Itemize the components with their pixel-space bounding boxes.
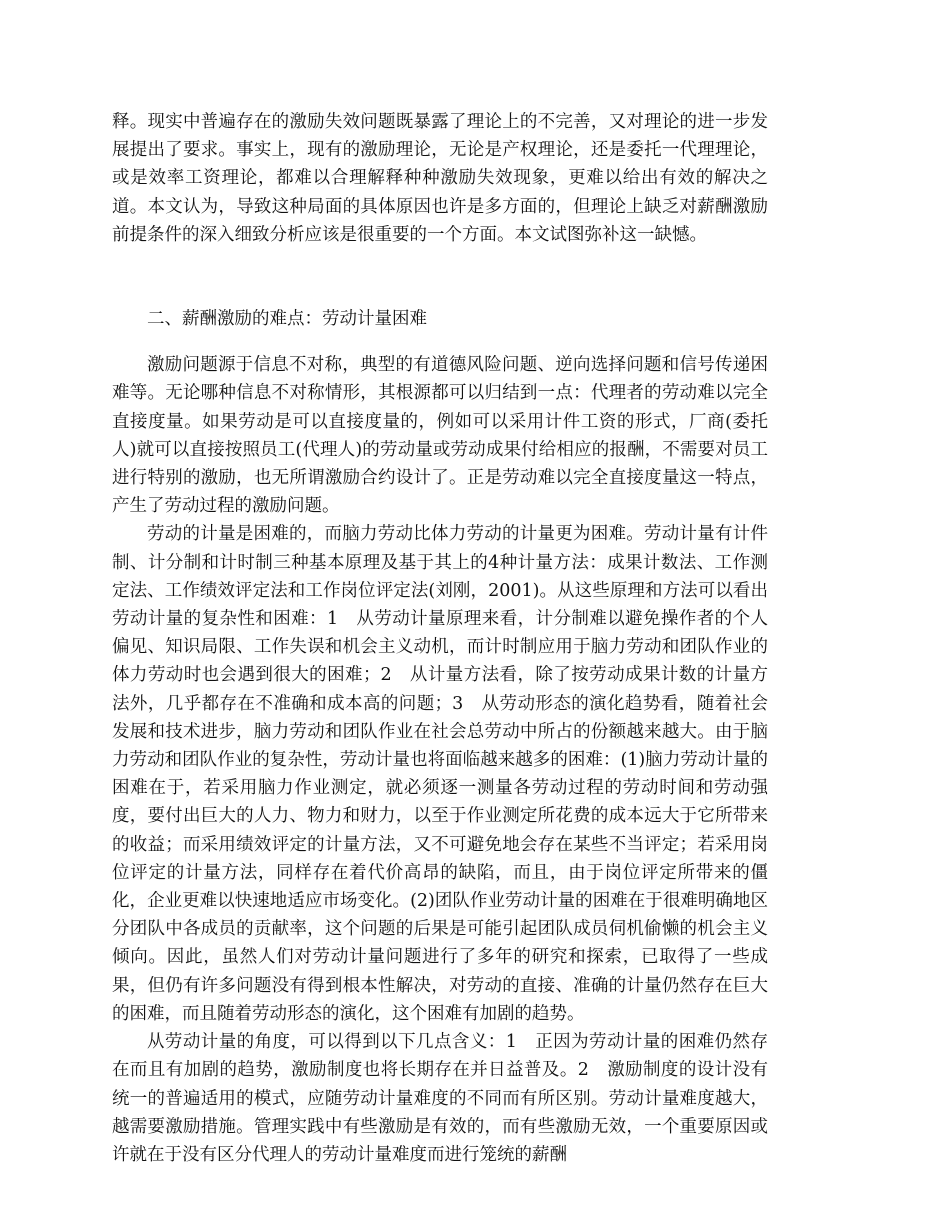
paragraph-info-asymmetry: 激励问题源于信息不对称，典型的有道德风险问题、逆向选择问题和信号传递困难等。无论哪种信息不对称情形，其根源都可以归结到一点：代理者的劳动难以完全直接度量。如果劳动是可以直接度量的，例如可以采用计件工资的形式，厂商(委托人)就可以直接按照员工(代理人)的劳动量或劳动成果付给相应的报酬，不需要对员工进行特别的激励，也无所谓激励合约设计了。正是劳动难以完全直接度量这一特点，产生了劳动过程的激励问题。 (112, 355, 768, 517)
paragraph-continuation: 释。现实中普遍存在的激励失效问题既暴露了理论上的不完善，又对理论的进一步发展提出了要求。事实上，现有的激励理论，无论是产权理论，还是委托一代理理论，或是效率工资理论，都难以合理解释种种激励失效现象，更难以给出有效的解决之道。本文认为，导致这种局面的具体原因也许是多方面的，但理论上缺乏对薪酬激励前提条件的深入细致分析应该是很重要的一个方面。本文试图弥补这一缺憾。 (112, 112, 768, 245)
section-heading: 二、薪酬激励的难点：劳动计量困难 (147, 309, 427, 330)
paragraph-labor-measurement: 劳动的计量是困难的，而脑力劳动比体力劳动的计量更为困难。劳动计量有计件制、计分制和计时制三种基本原理及基于其上的4种计量方法：成果计数法、工作测定法、工作绩效评定法和工作岗位评定法(刘刚，2001)。从这些原理和方法可以看出劳动计量的复杂性和困难：1 从劳动计量原理来看，计分制难以避免操作者的个人偏见、知识局限、工作失误和机会主义动机，而计时制应用于脑力劳动和团队作业的体力劳动时也会遇到很大的困难；2 从计量方法看，除了按劳动成果计数的计量方法外，几乎都存在不准确和成本高的问题；3 从劳动形态的演化趋势看，随着社会发展和技术进步，脑力劳动和团队作业在社会总劳动中所占的份额越来越大。由于脑力劳动和团队作业的复杂性，劳动计量也将面临越来越多的困难：(1)脑力劳动计量的困难在于，若采用脑力作业测定，就必须逐一测量各劳动过程的劳动时间和劳动强度，要付出巨大的人力、物力和财力，以至于作业测定所花费的成本远大于它所带来的收益；而采用绩效评定的计量方法，又不可避免地会存在某些不当评定；若采用岗位评定的计量方法，同样存在着代价高昂的缺陷，而且，由于岗位评定所带来的僵化，企业更难以快速地适应市场变化。(2)团队作业劳动计量的困难在于很难明确地区分团队中各成员的贡献率，这个问题的后果是可能引起团队成员伺机偷懒的机会主义倾向。因此，虽然人们对劳动计量问题进行了多年的研究和探索，已取得了一些成果，但仍有许多问题没有得到根本性解决，对劳动的直接、准确的计量仍然存在巨大的困难，而且随着劳动形态的演化，这个困难有加剧的趋势。 (112, 524, 768, 1024)
document-page (112, 108, 768, 1169)
paragraph-implications: 从劳动计量的角度，可以得到以下几点含义：1 正因为劳动计量的困难仍然存在而且有加剧的趋势，激励制度也将长期存在并日益普及。2 激励制度的设计没有统一的普遍适用的模式，应随劳动计量难度的不同而有所区别。劳动计量难度越大，越需要激励措施。管理实践中有些激励是有效的，而有些激励无效，一个重要原因或许就在于没有区分代理人的劳动计量难度而进行笼统的薪酬 (112, 1032, 768, 1165)
